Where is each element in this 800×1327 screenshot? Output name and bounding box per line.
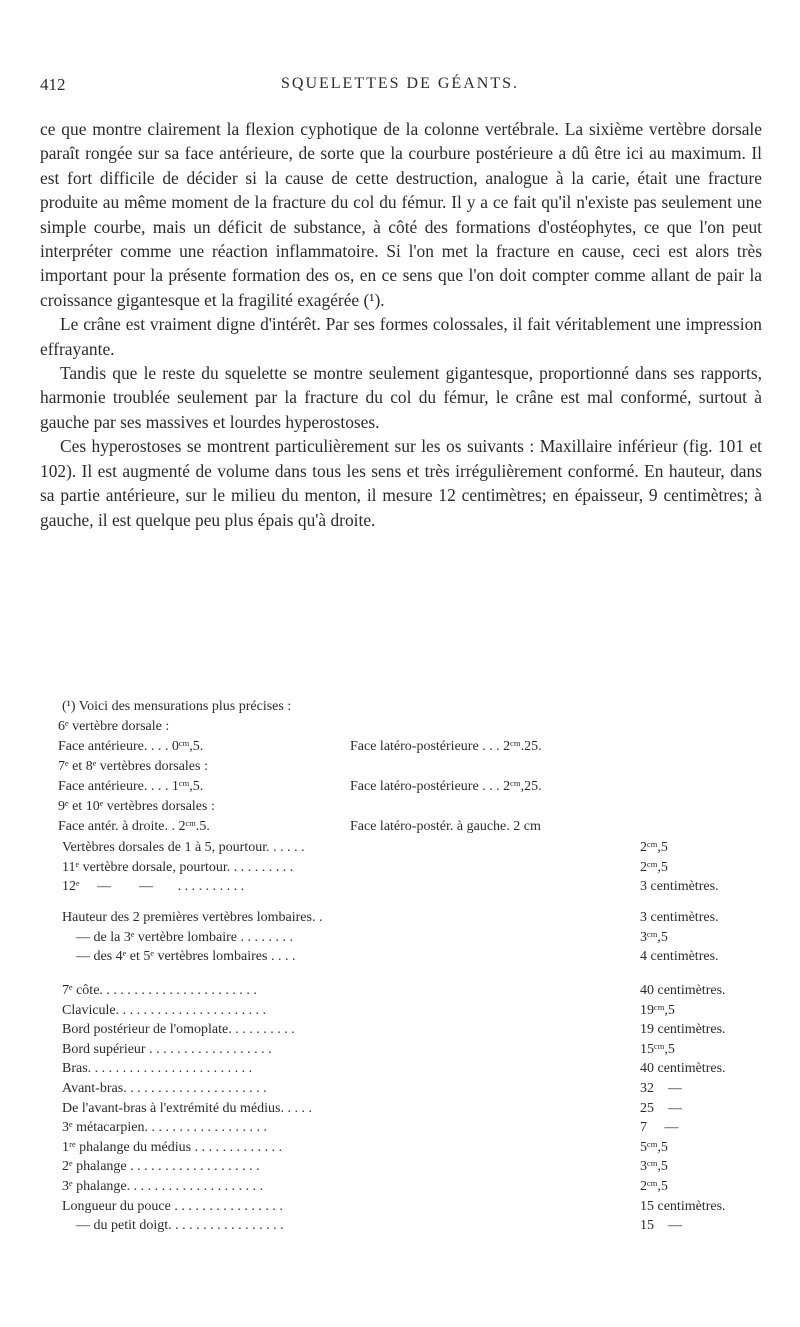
table-row [62,1140,762,1160]
row-value: 3ᶜᵐ,5 [640,1159,668,1175]
measurements-table-limbs [62,983,762,1238]
row-value: 2ᶜᵐ,5 [640,840,668,855]
table-row [62,1042,762,1062]
row-value: 19 centimètres. [640,1022,726,1038]
table-row [62,910,762,930]
table-row [62,1120,762,1140]
row-label: Bras. . . . . . . . . . . . . . . . . . . . . . . . [62,1061,253,1077]
row-label: 1ʳᵉ phalange du médius . . . . . . . . . . . . . [62,1139,283,1155]
table-row [62,1159,762,1179]
row-value: 15 — [640,1218,682,1234]
footnote-intro [62,697,760,717]
footnote-posterior: Face latéro-postér. à gauche. 2 cm [350,819,541,834]
row-value: 15ᶜᵐ,5 [640,1041,675,1057]
row-value: 3 centimètres. [640,910,719,925]
row-label: 2ᵉ phalange . . . . . . . . . . . . . . . . . . . [62,1159,260,1175]
table-row [62,949,762,969]
footnote-line [58,717,760,737]
row-value: 3ᶜᵐ,5 [640,929,668,945]
page-number: 412 [40,75,66,94]
row-value: 7 — [640,1120,679,1136]
row-value: 25 — [640,1100,682,1116]
row-value: 40 centimètres. [640,1061,726,1077]
footnote-anterior: Face antérieure. . . . 1ᶜᵐ,5. [58,779,204,794]
paragraph: Ces hyperostoses se montrent particulièrement sur les os suivants : Maxillaire inférieur (fig. 101 et 102). Il est augmenté de volume dans tous les sens et très irrégulièrement conformé. En hauteur, dans sa partie antérieure, sur le milieu du menton, il mesure 12 centimètres; en épaisseur, 9 centimètres; à gauche, il est quelque peu plus épais qu'à droite. [40,436,762,530]
footnote [58,697,760,837]
row-value: 2ᶜᵐ,5 [640,1178,668,1194]
table-row [62,1218,762,1238]
table-row [62,1003,762,1023]
row-label: 12ᵉ — — . . . . . . . . . . [62,879,245,895]
row-value: 19ᶜᵐ,5 [640,1002,675,1018]
row-label: Bord supérieur . . . . . . . . . . . . . . . . . . [62,1041,272,1057]
footnote-anterior: Face antér. à droite. . 2ᶜᵐ.5. [58,819,210,834]
table-row [62,930,762,950]
running-title: SQUELETTES DE GÉANTS. [281,75,519,92]
row-value: 15 centimètres. [640,1198,726,1214]
footnote-posterior: Face latéro-postérieure . . . 2ᶜᵐ,25. [350,779,542,794]
row-label: 11ᵉ vertèbre dorsale, pourtour. . . . . . . . . . [62,859,294,875]
row-value: 2ᶜᵐ,5 [640,859,668,875]
paragraph: ce que montre clairement la flexion cyphotique de la colonne vertébrale. La sixième vertèbre dorsale paraît rongée sur sa face antérieure, de sorte que la courbure postérieure a dû être ici au maximum. Il est fort difficile de décider si la cause de cette destruction, analogue à la carie, était une fracture produite au même moment de la fracture du col du fémur. Il y a ce fait qu'il n'existe pas seulement une simple courbe, mais un déficit de substance, à côté des formations d'ostéophytes, ce que l'on peut interpréter comme une réaction inflammatoire. Si l'on met la fracture en cause, ceci est alors très important pour la présente formation des os, en ce sens que l'on doit compter comme allant de pair la croissance gigantesque et la fragilité exagérée (¹). [40,119,762,310]
footnote-anterior: Face antérieure. . . . 0ᶜᵐ,5. [58,739,204,754]
row-label: Clavicule. . . . . . . . . . . . . . . . . . . . . . [62,1002,267,1018]
footnote-line [58,757,760,777]
row-label: — du petit doigt. . . . . . . . . . . . . . . . . [76,1218,284,1234]
footnote-line [58,797,760,817]
table-row [62,860,762,880]
row-label: 3ᵉ métacarpien. . . . . . . . . . . . . . . . . . [62,1120,267,1136]
footnote-intro-text: (¹) Voici des mensurations plus précises : [62,699,292,714]
row-label: — de la 3ᵉ vertèbre lombaire . . . . . . . . [76,929,294,945]
table-row [62,1199,762,1219]
row-label: Vertèbres dorsales de 1 à 5, pourtour. . . . . . [62,840,305,855]
table-row [62,1101,762,1121]
footnote-label: 9ᵉ et 10ᵉ vertèbres dorsales : [58,799,215,814]
paragraph: Le crâne est vraiment digne d'intérêt. Par ses formes colossales, il fait véritablement une impression effrayante. [40,314,762,359]
measurements-table-dorsal [62,840,762,899]
table-row [62,1179,762,1199]
footnote-label: 6ᵉ vertèbre dorsale : [58,719,170,734]
row-label: Hauteur des 2 premières vertèbres lombaires. . [62,910,323,925]
footnote-posterior: Face latéro-postérieure . . . 2ᶜᵐ.25. [350,739,542,754]
page-header [40,75,760,99]
table-row [62,840,762,860]
paragraph: Tandis que le reste du squelette se montre seulement gigantesque, proportionné dans ses rapports, harmonie troublée seulement par la fracture du col du fémur, le crâne est mal conformé, surtout à gauche par ses massives et lourdes hyperostoses. [40,363,762,432]
footnote-line [58,777,760,797]
table-row [62,879,762,899]
row-label: Avant-bras. . . . . . . . . . . . . . . . . . . . . [62,1080,267,1096]
measurements-table-lumbar [62,910,762,969]
row-label: 7ᵉ côte. . . . . . . . . . . . . . . . . . . . . . . [62,983,257,998]
row-label: 3ᵉ phalange. . . . . . . . . . . . . . . . . . . . [62,1178,264,1194]
row-label: — des 4ᵉ et 5ᵉ vertèbres lombaires . . . . [76,949,296,965]
table-row [62,1061,762,1081]
footnote-line [58,817,760,837]
row-label: Bord postérieur de l'omoplate. . . . . . . . . . [62,1022,295,1038]
row-label: Longueur du pouce . . . . . . . . . . . . . . . . [62,1198,283,1214]
table-row [62,1022,762,1042]
row-value: 5ᶜᵐ,5 [640,1139,668,1155]
row-value: 3 centimètres. [640,879,719,895]
table-row [62,1081,762,1101]
footnote-line [58,737,760,757]
row-value: 40 centimètres. [640,983,726,998]
table-row [62,983,762,1003]
row-label: De l'avant-bras à l'extrémité du médius. . . . . [62,1100,312,1116]
row-value: 4 centimètres. [640,949,719,965]
body-text [40,117,762,532]
row-value: 32 — [640,1080,682,1096]
footnote-label: 7ᵉ et 8ᵉ vertèbres dorsales : [58,759,208,774]
